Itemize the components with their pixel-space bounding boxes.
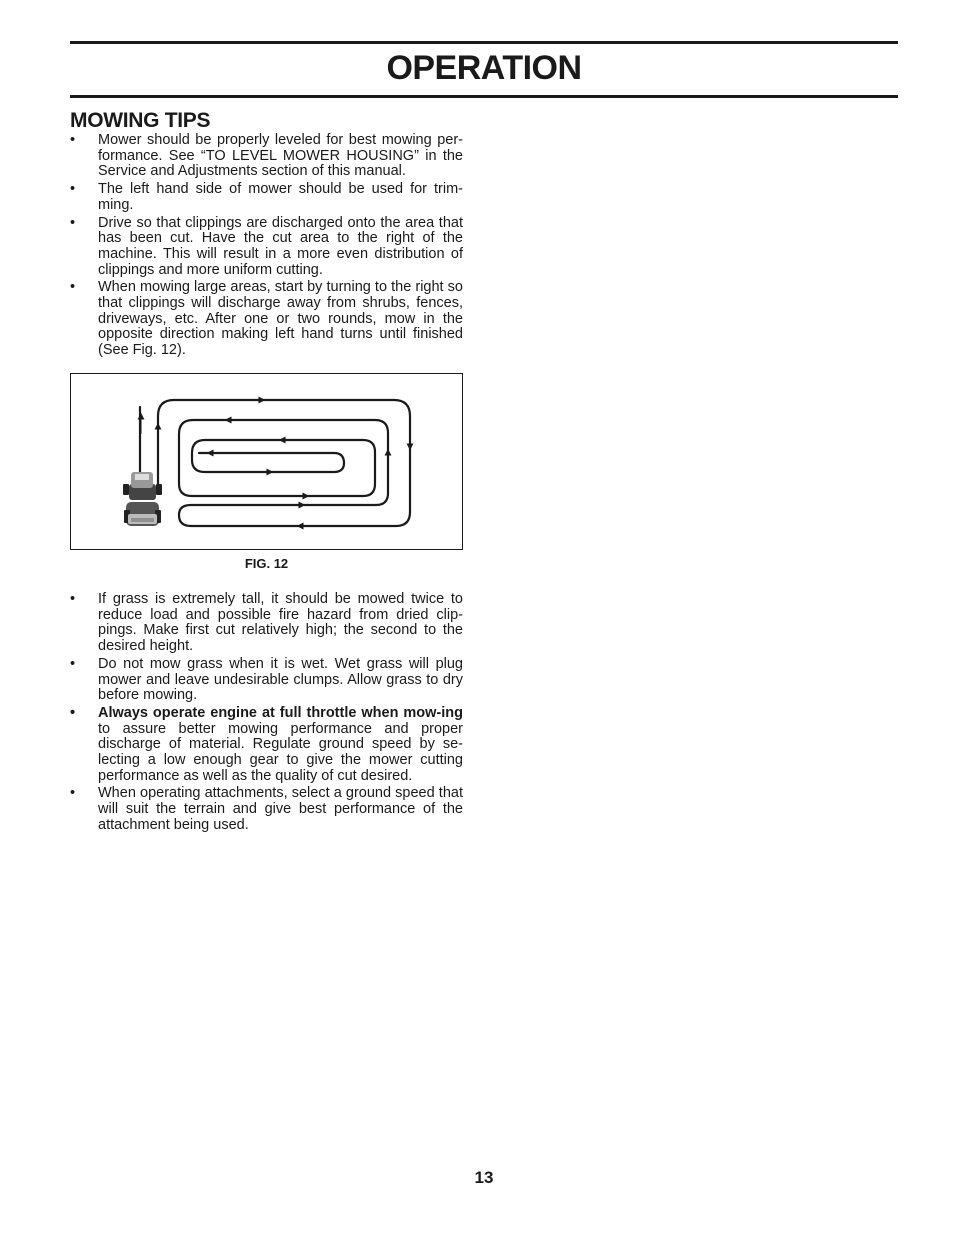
outer-pass-path bbox=[158, 400, 410, 526]
bullet-icon: • bbox=[70, 591, 76, 607]
header-rule-bottom bbox=[70, 95, 898, 98]
tips-list-bottom bbox=[70, 592, 463, 836]
figure-12 bbox=[70, 373, 463, 550]
tip-item bbox=[70, 182, 463, 213]
tip-text: Do not mow grass when it is wet. Wet grass will plug mower and leave undesirable clumps. Allow grass to dry before mowing. bbox=[98, 655, 463, 704]
bullet-icon: • bbox=[70, 214, 76, 231]
bullet-icon: • bbox=[70, 785, 76, 802]
figure-caption: FIG. 12 bbox=[244, 556, 289, 571]
tip-text: Drive so that clippings are discharged onto the area that has been cut. Have the cut area to the right of the machine. This will result in a more even distribution of clippings and more uniform cutting. bbox=[98, 214, 463, 278]
riding-mower-icon bbox=[123, 472, 162, 526]
tip-item bbox=[70, 216, 463, 279]
tip-text: When operating attachments, select a ground speed that will suit the terrain and give best performance of the attachment being used. bbox=[98, 785, 463, 833]
tip-item bbox=[70, 786, 463, 833]
tip-text: to assure better mowing performance and proper discharge of material. Regulate ground speed by se-lecting a low enough gear to give the mower cutting performance as well as the quality of cut desired. bbox=[98, 720, 463, 784]
tip-item bbox=[70, 280, 463, 359]
section-title: MOWING TIPS bbox=[70, 109, 211, 132]
page-title: OPERATION bbox=[386, 49, 582, 87]
bullet-icon: • bbox=[70, 181, 76, 198]
tips-list-top bbox=[70, 133, 463, 361]
tip-item bbox=[70, 133, 463, 180]
bullet-icon: • bbox=[70, 704, 76, 721]
tip-text: When mowing large areas, start by turning to the right so that clippings will discharge away from shrubs, fences, driveways, etc. After one or two rounds, mow in the opposite direction making left hand turns until finished (See Fig. 12). bbox=[98, 279, 463, 359]
tip-text: The left hand side of mower should be used for trim-ming. bbox=[98, 181, 463, 213]
tip-item bbox=[70, 657, 463, 704]
page-number: 13 bbox=[474, 1168, 494, 1187]
mowing-pattern-diagram-icon bbox=[71, 374, 464, 551]
bullet-icon: • bbox=[70, 132, 76, 148]
header-rule-top bbox=[70, 41, 898, 44]
tip-item bbox=[70, 706, 463, 785]
bullet-icon: • bbox=[70, 279, 76, 296]
tip-text: If grass is extremely tall, it should be mowed twice to reduce load and possible fire hazard from dried clip-pings. Make first cut relatively high; the second to the desired height. bbox=[98, 591, 463, 655]
tip-item bbox=[70, 592, 463, 655]
tip-bold-lead: Always operate engine at full throttle when mow-ing bbox=[98, 704, 463, 721]
bullet-icon: • bbox=[70, 655, 76, 672]
tip-text: Mower should be properly leveled for best mowing per-formance. See “TO LEVEL MOWER HOUSING” in the Service and Adjustments section of this manual. bbox=[98, 132, 463, 180]
